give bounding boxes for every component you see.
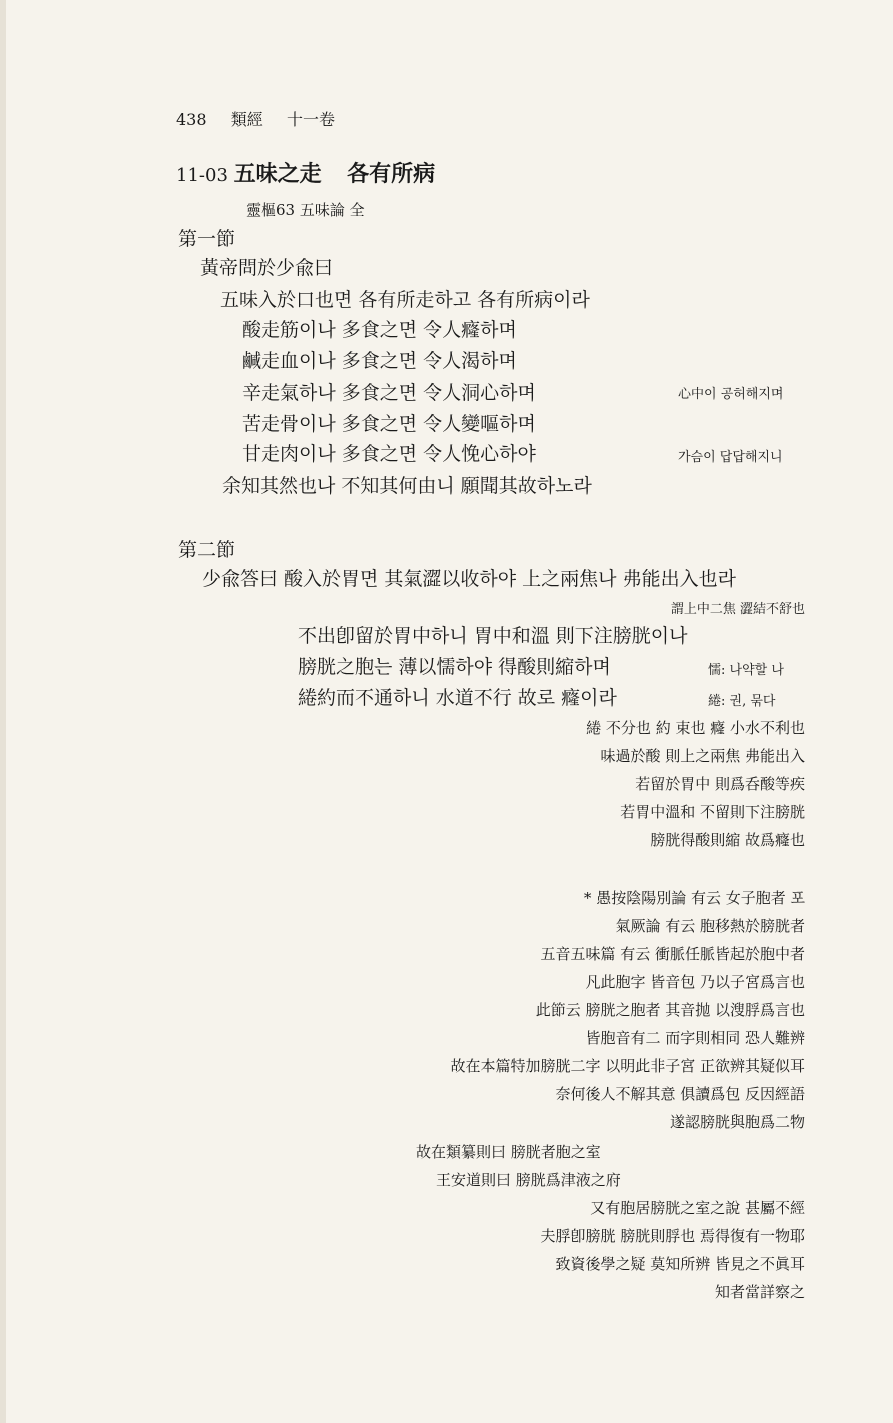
annotation-line: 夫脬卽膀胱 膀胱則脬也 焉得復有一物耶 [540,1227,805,1245]
section1-line: 余知其然也나 不知其何由니 願聞其故하노라 [222,475,592,497]
section1-line: 甘走肉이나 多食之면 令人悗心하야 [242,443,536,465]
section-title-main: 五味之走 [233,161,322,187]
section1-line: 鹹走血이나 多食之면 令人渴하며 [242,350,517,372]
section-heading [176,162,435,188]
commentary-line: 膀胱得酸則縮 故爲癃也 [650,831,805,849]
annotation-line: 凡此胞字 皆音包 乃以子宮爲言也 [585,973,805,991]
section1-line: 苦走骨이나 多食之면 令人變嘔하며 [242,413,536,435]
section-code: 11-03 [176,165,228,186]
section2-line: 不出卽留於胃中하니 胃中和溫 則下注膀胱이나 [298,625,688,647]
source-chapter: 五味論 [299,201,345,219]
section2-line: 少兪答曰 酸入於胃면 其氣澀以收하야 上之兩焦나 弗能出入也라 [202,568,736,590]
book-title: 類經 [230,110,263,129]
gloss-note: 懦: 나약할 나 [708,663,784,678]
source-scope: 全 [349,201,365,219]
commentary-line: 綣 不分也 約 束也 癃 小水不利也 [586,719,805,737]
section1-line: 黃帝問於少兪曰 [200,257,334,279]
gloss-note: 綣: 권, 묶다 [708,694,776,709]
annotation-line: * 愚按陰陽別論 有云 女子胞者 포 [583,889,805,907]
commentary-line: 若胃中溫和 不留則下注膀胱 [620,803,805,821]
annotation-line: 皆胞音有二 而字則相同 恐人難辨 [585,1029,805,1047]
annotation-line: 故在本篇特加膀胱二字 以明此非子宮 正欲辨其疑似耳 [450,1057,805,1075]
page-edge-shadow [0,0,6,1423]
annotation-line: 故在類纂則曰 膀胱者胞之室 [416,1143,601,1161]
annotation-line: 奈何後人不解其意 俱讀爲包 反因經語 [555,1085,805,1103]
section2-label: 第二節 [178,539,236,561]
gloss-note: 가슴이 답답해지니 [678,450,783,465]
section-title-sub: 各有所病 [347,161,436,187]
annotation-line: 王安道則曰 膀胱爲津液之府 [436,1171,621,1189]
annotation-line: 氣厥論 有云 胞移熱於膀胱者 [615,917,805,935]
annotation-line: 致資後學之疑 莫知所辨 皆見之不眞耳 [555,1255,805,1273]
annotation-line: 又有胞居膀胱之室之說 甚屬不經 [590,1199,805,1217]
gloss-note: 心中이 공허해지며 [678,387,784,402]
section2-line: 膀胱之胞는 薄以懦하야 得酸則縮하며 [298,656,611,678]
gloss-note: 謂上中二焦 澀結不舒也 [670,602,805,617]
commentary-line: 味過於酸 則上之兩焦 弗能出入 [600,747,805,765]
section1-line: 辛走氣하나 多食之면 令人洞心하며 [242,382,536,404]
volume-label: 十一卷 [286,110,335,129]
annotation-line: 五音五味篇 有云 衝脈任脈皆起於胞中者 [540,945,805,963]
source-reference [246,198,365,222]
source-ref: 靈樞63 [246,201,296,219]
annotation-line: 此節云 膀胱之胞者 其音抛 以溲脬爲言也 [535,1001,805,1019]
annotation-line: 遂認膀胱與胞爲二物 [669,1113,805,1131]
page-number: 438 [176,110,207,129]
commentary-line: 若留於胃中 則爲呑酸等疾 [635,775,805,793]
running-header [176,108,335,132]
section1-line: 酸走筋이나 多食之면 令人癃하며 [242,319,517,341]
section2-line: 綣約而不通하니 水道不行 故로 癃이라 [298,687,617,709]
section1-label: 第一節 [178,228,236,250]
annotation-line: 知者當詳察之 [714,1283,805,1301]
section1-line: 五味入於口也면 各有所走하고 各有所病이라 [220,289,590,311]
